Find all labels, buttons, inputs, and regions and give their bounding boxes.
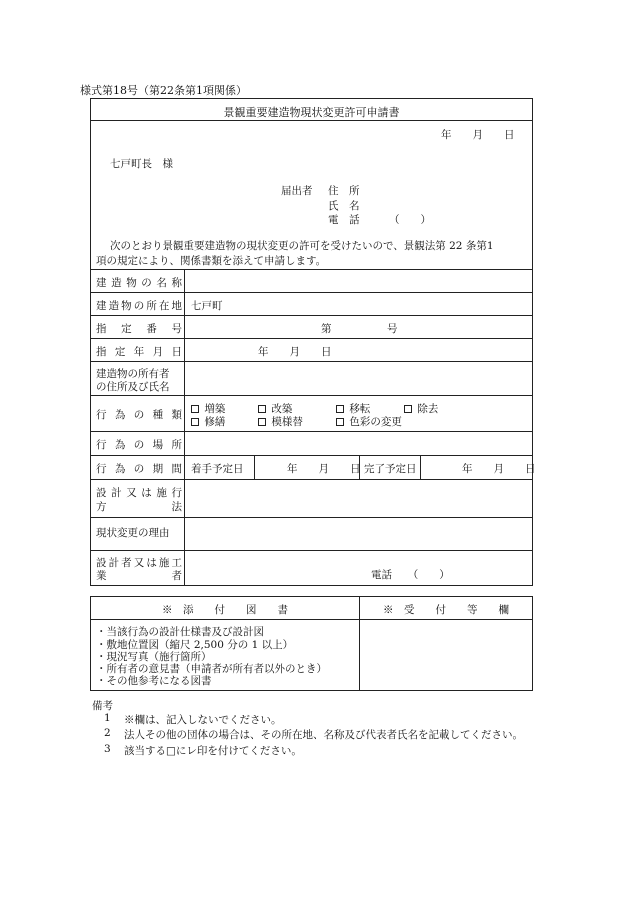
designer-label-line-1: 設計者又は施工 xyxy=(96,557,182,569)
cell-divider xyxy=(254,455,255,479)
designer-phone-field[interactable]: 電話 （ ） xyxy=(371,569,450,581)
applicant-address-label: 住 所 xyxy=(328,185,360,197)
divider xyxy=(91,479,532,480)
checkbox-icon[interactable] xyxy=(404,405,412,413)
request-text-line-1: 次のとおり景観重要建造物の現状変更の許可を受けたいので、景観法第 22 条第1 xyxy=(110,240,494,252)
applicant-phone-field[interactable]: （ ） xyxy=(389,214,431,226)
action-option-color-change[interactable]: 色彩の変更 xyxy=(336,414,402,429)
start-date-label: 着手予定日 xyxy=(191,463,244,475)
divider xyxy=(91,431,532,432)
note-number: 2 xyxy=(104,727,111,739)
divider xyxy=(91,395,532,396)
checkbox-icon[interactable] xyxy=(336,418,344,426)
building-location-field[interactable]: 七戸町 xyxy=(191,300,223,312)
divider xyxy=(91,517,532,518)
owner-label-line-1: 建造物の所有者 xyxy=(96,368,170,380)
note-number: 1 xyxy=(104,712,111,724)
applicant-phone-label: 電 話 xyxy=(328,214,360,226)
method-label-line-1: 設計又は施行 xyxy=(96,487,182,499)
notes-title: 備考 xyxy=(92,700,113,712)
form-number: 様式第18号（第22条第1項関係） xyxy=(80,84,247,97)
note-text: 該当する□にレ印を付けてください。 xyxy=(124,745,302,757)
designation-date-field[interactable]: 年 月 日 xyxy=(258,346,332,358)
designation-number-prefix: 第 xyxy=(321,323,332,335)
action-place-label: 行為の場所 xyxy=(96,439,182,451)
divider xyxy=(91,338,532,339)
note-text: ※欄は、記入しないでください。 xyxy=(124,714,282,726)
method-label-line-2: 方法 xyxy=(96,501,182,513)
designer-label-line-2: 業者 xyxy=(96,570,182,582)
applicant-label: 届出者 xyxy=(281,185,313,197)
divider xyxy=(91,619,532,620)
action-period-label: 行為の期間 xyxy=(96,463,182,475)
attachments-table xyxy=(90,596,533,691)
action-option-extension[interactable]: 増築 xyxy=(191,401,225,416)
checkbox-icon[interactable] xyxy=(258,405,266,413)
divider xyxy=(91,120,532,121)
request-text-line-2: 項の規定により、関係書類を添えて申請します。 xyxy=(96,255,327,267)
divider xyxy=(91,550,532,551)
form-title: 景観重要建造物現状変更許可申請書 xyxy=(223,106,400,119)
divider xyxy=(91,292,532,293)
building-name-field[interactable] xyxy=(191,275,529,291)
reason-label: 現状変更の理由 xyxy=(96,527,170,539)
divider xyxy=(91,361,532,362)
end-date-label: 完了予定日 xyxy=(364,463,417,475)
building-name-label: 建造物の名称 xyxy=(96,277,182,289)
cell-divider xyxy=(420,455,421,479)
start-date-field[interactable]: 年 月 日 xyxy=(287,463,361,475)
attachment-item: ・現況写真（施行箇所） xyxy=(96,651,212,663)
action-option-remodel[interactable]: 模様替 xyxy=(258,414,303,429)
designation-date-label: 指定年月日 xyxy=(96,346,182,358)
reception-header: ※ 受 付 等 欄 xyxy=(383,604,509,616)
divider xyxy=(91,315,532,316)
action-option-rebuild[interactable]: 改築 xyxy=(258,401,292,416)
application-date[interactable]: 年 月 日 xyxy=(441,129,515,141)
attachment-item: ・当該行為の設計仕様書及び設計図 xyxy=(96,626,264,638)
attachment-item: ・その他参考になる図書 xyxy=(96,675,212,687)
applicant-name-label: 氏 名 xyxy=(328,200,360,212)
label-column-divider xyxy=(184,269,185,585)
owner-label-line-2: の住所及び氏名 xyxy=(96,381,170,393)
designation-number-suffix: 号 xyxy=(387,323,398,335)
action-place-field[interactable] xyxy=(191,437,529,453)
action-option-relocation[interactable]: 移転 xyxy=(336,401,370,416)
checkbox-icon[interactable] xyxy=(336,405,344,413)
attachments-header: ※ 添 付 図 書 xyxy=(162,604,288,616)
attachment-item: ・敷地位置図（縮尺 2,500 分の 1 以上） xyxy=(96,639,294,651)
note-number: 3 xyxy=(104,743,111,755)
checkbox-icon[interactable] xyxy=(191,418,199,426)
building-location-label: 建造物の所在地 xyxy=(96,300,182,312)
checkbox-icon[interactable] xyxy=(258,418,266,426)
note-text: 法人その他の団体の場合は、その所在地、名称及び代表者氏名を記載してください。 xyxy=(124,729,523,741)
end-date-field[interactable]: 年 月 日 xyxy=(462,463,536,475)
action-type-label: 行為の種類 xyxy=(96,409,182,421)
designation-number-label: 指定番号 xyxy=(96,323,182,335)
application-form xyxy=(90,98,536,586)
checkbox-icon[interactable] xyxy=(191,405,199,413)
action-option-removal[interactable]: 除去 xyxy=(404,401,438,416)
addressee: 七戸町長 様 xyxy=(110,158,173,170)
action-option-repair[interactable]: 修繕 xyxy=(191,414,225,429)
divider xyxy=(91,269,532,270)
divider xyxy=(91,455,532,456)
attachment-item: ・所有者の意見書（申請者が所有者以外のとき） xyxy=(96,663,327,675)
